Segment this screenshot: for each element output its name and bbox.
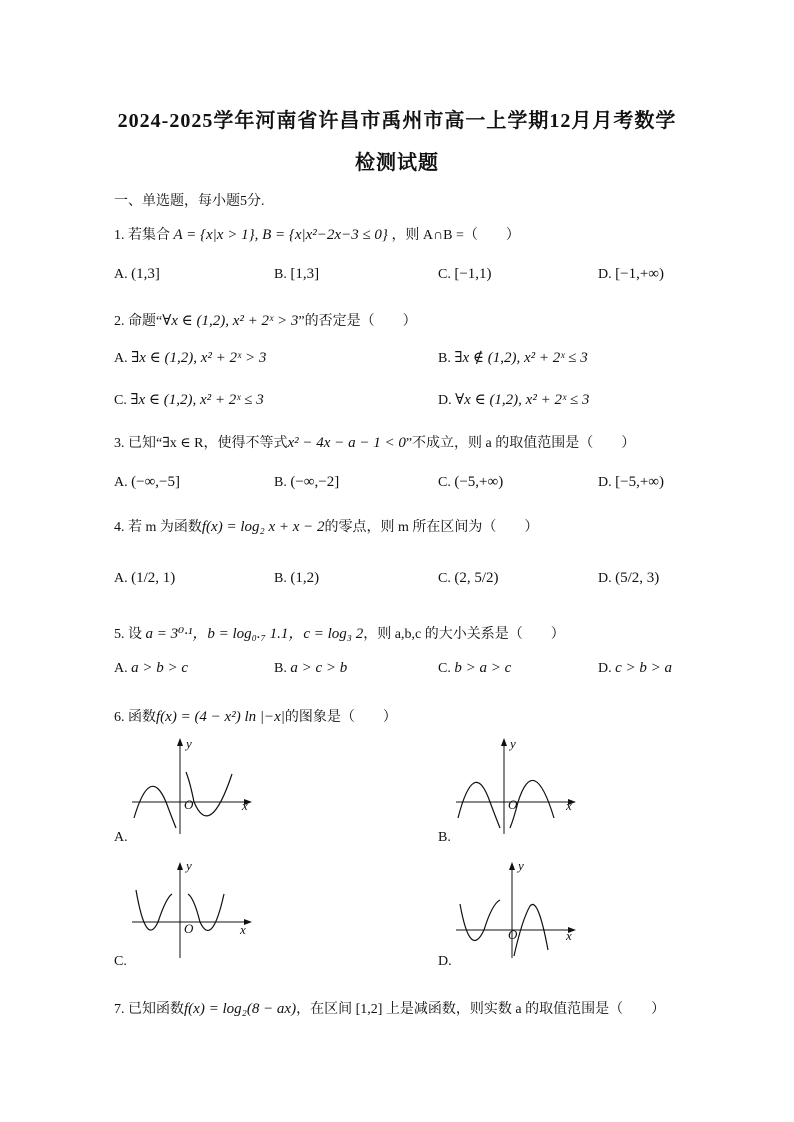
question-1 <box>114 224 520 244</box>
axis-label-y: y <box>186 858 192 873</box>
q1-option-c[interactable]: C. [−1,1) <box>438 266 492 282</box>
q2-option-b[interactable]: B. ∃x ∉ (1,2), x² + 2ˣ ≤ 3 <box>438 350 588 366</box>
question-3: 3. 已知“∃x ∈ R，使得不等式x² − 4x − a − 1 < 0”不成立，则 a 的取值范围是（ ） <box>114 435 636 451</box>
q6-graph-d[interactable] <box>452 860 580 960</box>
q6-graph-a[interactable] <box>128 736 256 836</box>
axis-label-y: y <box>518 858 524 873</box>
question-7: 7. 已知函数f(x) = log₂(8 − ax)，在区间 [1,2] 上是减函数，则实数 a 的取值范围是（ ） <box>114 1001 666 1017</box>
origin-label: O <box>508 927 518 942</box>
q6-graph-c[interactable] <box>128 860 256 960</box>
q3-option-d[interactable]: D. [−5,+∞) <box>598 474 664 490</box>
q1-option-b[interactable]: B. [1,3] <box>274 266 320 282</box>
section-heading: 一、单选题，每小题5分. <box>114 194 265 209</box>
q2-option-c[interactable]: C. ∃x ∈ (1,2), x² + 2ˣ ≤ 3 <box>114 392 264 408</box>
axis-label-y: y <box>510 736 516 751</box>
q1-option-d[interactable]: D. [−1,+∞) <box>598 266 664 282</box>
question-stem-end: ，则 A∩B =（ ） <box>391 228 520 243</box>
question-2: 2. 命题“∀x ∈ (1,2), x² + 2ˣ > 3”的否定是（ ） <box>114 313 417 329</box>
q4-option-a[interactable]: A. (1/2, 1) <box>114 570 176 586</box>
question-4: 4. 若 m 为函数f(x) = log₂ x + x − 2的零点，则 m 所在区间为（ ） <box>114 519 539 535</box>
origin-label: O <box>184 921 194 936</box>
question-number: 1. <box>114 228 125 243</box>
q4-option-d[interactable]: D. (5/2, 3) <box>598 570 660 586</box>
q3-option-a[interactable]: A. (−∞,−5] <box>114 474 180 490</box>
paper-title-line1: 2024-2025学年河南省许昌市禹州市高一上学期12月月考数学 <box>117 110 677 132</box>
question-formula: a = 3⁰·¹，b = log₀.₇ 1.1，c = log₃ 2 <box>145 626 364 642</box>
q6-option-c[interactable]: C. <box>114 954 127 969</box>
question-formula: ∀x ∈ (1,2), x² + 2ˣ > 3 <box>162 313 299 329</box>
axis-label-x: x <box>566 798 572 813</box>
question-formula: f(x) = log₂(8 − ax) <box>184 1001 297 1017</box>
q6-option-b[interactable]: B. <box>438 830 451 845</box>
q5-option-b[interactable]: B. a > c > b <box>274 660 348 676</box>
question-formula: x² − 4x − a − 1 < 0 <box>287 435 406 451</box>
q2-option-d[interactable]: D. ∀x ∈ (1,2), x² + 2ˣ ≤ 3 <box>438 392 590 408</box>
axis-label-x: x <box>240 922 246 937</box>
axis-label-x: x <box>566 928 572 943</box>
origin-label: O <box>184 797 194 812</box>
question-6: 6. 函数f(x) = (4 − x²) ln |−x|的图象是（ ） <box>114 709 397 725</box>
q1-option-a[interactable]: A. (1,3] <box>114 266 160 282</box>
q2-option-a[interactable]: A. ∃x ∈ (1,2), x² + 2ˣ > 3 <box>114 350 267 366</box>
q6-option-d[interactable]: D. <box>438 954 452 969</box>
q5-option-c[interactable]: C. b > a > c <box>438 660 512 676</box>
question-5: 5. 设 a = 3⁰·¹，b = log₀.₇ 1.1，c = log₃ 2，则 a,b,c 的大小关系是（ ） <box>114 626 565 642</box>
q6-graph-b[interactable] <box>452 736 580 836</box>
q5-option-a[interactable]: A. a > b > c <box>114 660 189 676</box>
question-stem: 若集合 <box>128 228 170 243</box>
origin-label: O <box>508 797 518 812</box>
q3-option-c[interactable]: C. (−5,+∞) <box>438 474 504 490</box>
q4-option-c[interactable]: C. (2, 5/2) <box>438 570 499 586</box>
q5-option-d[interactable]: D. c > b > a <box>598 660 673 676</box>
question-formula: f(x) = log₂ x + x − 2 <box>201 519 325 535</box>
axis-label-y: y <box>186 736 192 751</box>
question-formula: f(x) = (4 − x²) ln |−x| <box>156 709 285 725</box>
q4-option-b[interactable]: B. (1,2) <box>274 570 320 586</box>
question-formula: A = {x|x > 1}, B = {x|x²−2x−3 ≤ 0} <box>173 227 388 243</box>
q6-option-a[interactable]: A. <box>114 830 128 845</box>
axis-label-x: x <box>242 798 248 813</box>
q3-option-b[interactable]: B. (−∞,−2] <box>274 474 340 490</box>
paper-title-line2: 检测试题 <box>355 152 439 174</box>
